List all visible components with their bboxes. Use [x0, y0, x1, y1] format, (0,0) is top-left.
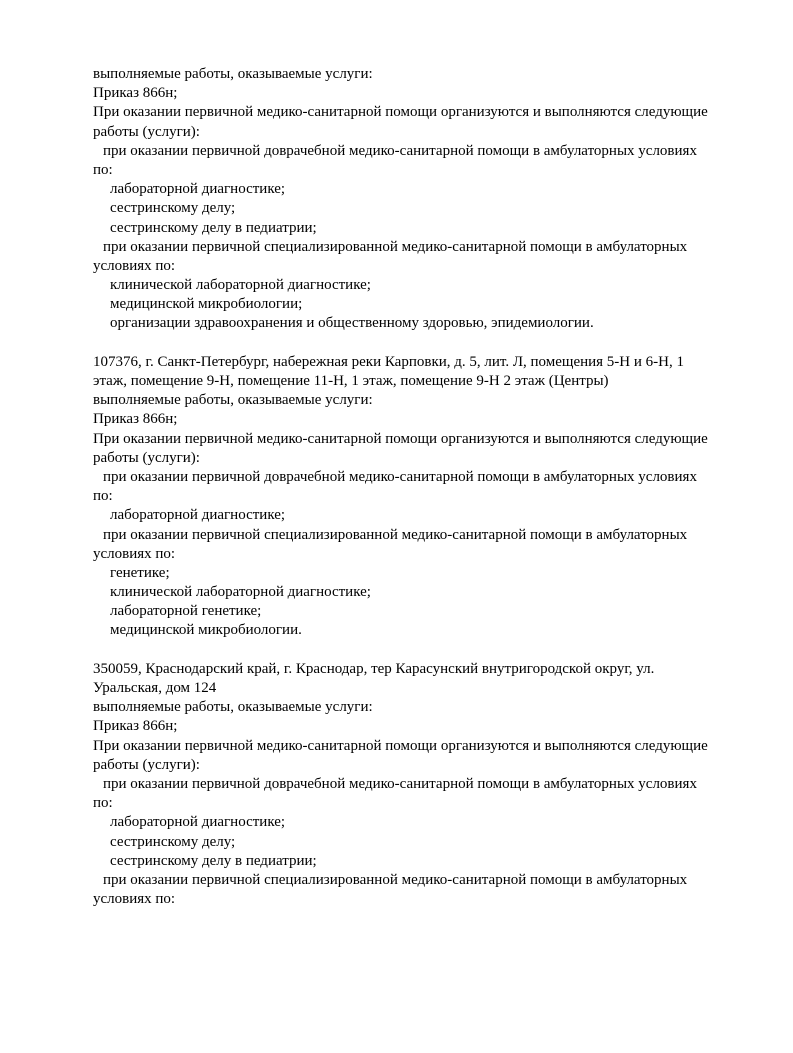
text-line: выполняемые работы, оказываемые услуги: — [93, 66, 373, 82]
text-line: при оказании первичной специализированной медико-санитарной помощи в амбулаторных — [103, 526, 688, 543]
text-line: выполняемые работы, оказываемые услуги: — [93, 699, 373, 716]
text-line: по: — [93, 488, 113, 505]
text-line: работы (услуги): — [93, 756, 200, 773]
text-line: сестринскому делу; — [110, 833, 236, 850]
text-line: При оказании первичной медико-санитарной помощи организуются и выполняются следующие — [93, 104, 708, 121]
text-line: лабораторной диагностике; — [110, 507, 286, 524]
address-block-spb — [93, 353, 737, 641]
text-line: сестринскому делу в педиатрии; — [110, 219, 317, 236]
text-line: Приказ 866н; — [93, 411, 178, 428]
text-line: генетике; — [110, 564, 170, 581]
services-block-continued — [93, 65, 737, 334]
text-line: Приказ 866н; — [93, 718, 178, 735]
text-line: При оказании первичной медико-санитарной помощи организуются и выполняются следующие — [93, 737, 708, 754]
text-line: лабораторной диагностике; — [110, 814, 286, 831]
text-line: условиях по: — [93, 891, 176, 908]
text-line: при оказании первичной доврачебной медико-санитарной помощи в амбулаторных условиях — [103, 468, 697, 485]
text-line: сестринскому делу; — [110, 200, 236, 217]
text-line: работы (услуги): — [93, 449, 200, 466]
text-line: по: — [93, 161, 113, 178]
text-line: этаж, помещение 9-Н, помещение 11-Н, 1 этаж, помещение 9-Н 2 этаж (Центры) — [93, 373, 609, 389]
text-line: по: — [93, 795, 113, 812]
text-line: при оказании первичной специализированной медико-санитарной помощи в амбулаторных — [103, 871, 688, 888]
text-line: медицинской микробиологии. — [110, 622, 302, 639]
address-block-krasnodar — [93, 660, 737, 909]
text-line: При оказании первичной медико-санитарной помощи организуются и выполняются следующие — [93, 430, 708, 447]
text-line: 350059, Краснодарский край, г. Краснодар, тер Карасунский внутригородской округ, ул. — [93, 660, 655, 677]
document-text-body — [93, 65, 737, 909]
text-line: клинической лабораторной диагностике; — [110, 584, 371, 601]
text-line: Приказ 866н; — [93, 85, 178, 102]
text-line: условиях по: — [93, 257, 176, 274]
text-line: организации здравоохранения и общественному здоровью, эпидемиологии. — [110, 315, 594, 332]
text-line: клинической лабораторной диагностике; — [110, 277, 371, 294]
text-line: выполняемые работы, оказываемые услуги: — [93, 392, 373, 409]
text-line: лабораторной диагностике; — [110, 181, 286, 198]
text-line: сестринскому делу в педиатрии; — [110, 852, 317, 869]
text-line: медицинской микробиологии; — [110, 296, 303, 313]
text-line: Уральская, дом 124 — [93, 680, 217, 696]
text-line: 107376, г. Санкт-Петербург, набережная реки Карповки, д. 5, лит. Л, помещения 5-Н и 6-Н, 1 — [93, 353, 684, 370]
text-line: при оказании первичной доврачебной медико-санитарной помощи в амбулаторных условиях — [103, 775, 697, 792]
text-line: при оказании первичной доврачебной медико-санитарной помощи в амбулаторных условиях — [103, 142, 697, 159]
text-line: при оказании первичной специализированной медико-санитарной помощи в амбулаторных — [103, 238, 688, 255]
text-line: лабораторной генетике; — [110, 603, 262, 620]
text-line: условиях по: — [93, 545, 176, 562]
text-line: работы (услуги): — [93, 123, 200, 140]
